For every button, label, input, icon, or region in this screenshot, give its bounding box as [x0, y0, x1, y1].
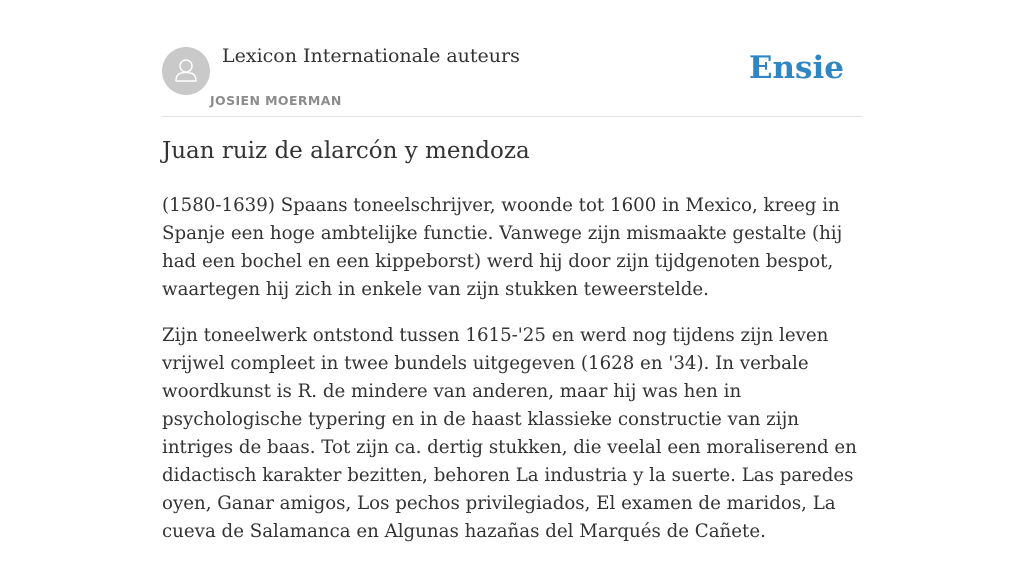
- article-paragraph: (1580-1639) Spaans toneelschrijver, woonde tot 1600 in Mexico, kreeg in Spanje een hoge ambtelijke functie. Vanwege zijn mismaakte gestalte (hij had een bochel en een kippeborst) werd hij door zijn tijdgenoten bespot, waartegen hij zich in enkele van zijn stukken teweerstelde.: [162, 195, 843, 300]
- article-page: [162, 0, 862, 542]
- site-logo[interactable]: Ensie: [748, 50, 844, 86]
- article-body: [162, 192, 862, 564]
- article-header: [162, 0, 862, 117]
- author-avatar[interactable]: [162, 47, 210, 95]
- article-title: Juan ruiz de alarcón y mendoza: [162, 138, 530, 164]
- author-name[interactable]: JOSIEN MOERMAN: [210, 93, 342, 108]
- person-icon: [162, 47, 210, 95]
- article-paragraph: Zijn toneelwerk ontstond tussen 1615-'25 en werd nog tijdens zijn leven vrijwel compleet in twee bundels uitgegeven (1628 en '34). In verbale woordkunst is R. de mindere van anderen, maar hij was hen in psychologische typering en in de haast klassieke constructie van zijn intriges de baas. Tot zijn ca. dertig stukken, die veelal een moraliserend en didactisch karakter bezitten, behoren La industria y la suerte. Las paredes oyen, Ganar amigos, Los pechos privilegiados, El examen de maridos, La cueva de Salamanca en Algunas hazañas del Marqués de Cañete.: [162, 325, 857, 542]
- publication-name[interactable]: Lexicon Internationale auteurs: [222, 45, 520, 67]
